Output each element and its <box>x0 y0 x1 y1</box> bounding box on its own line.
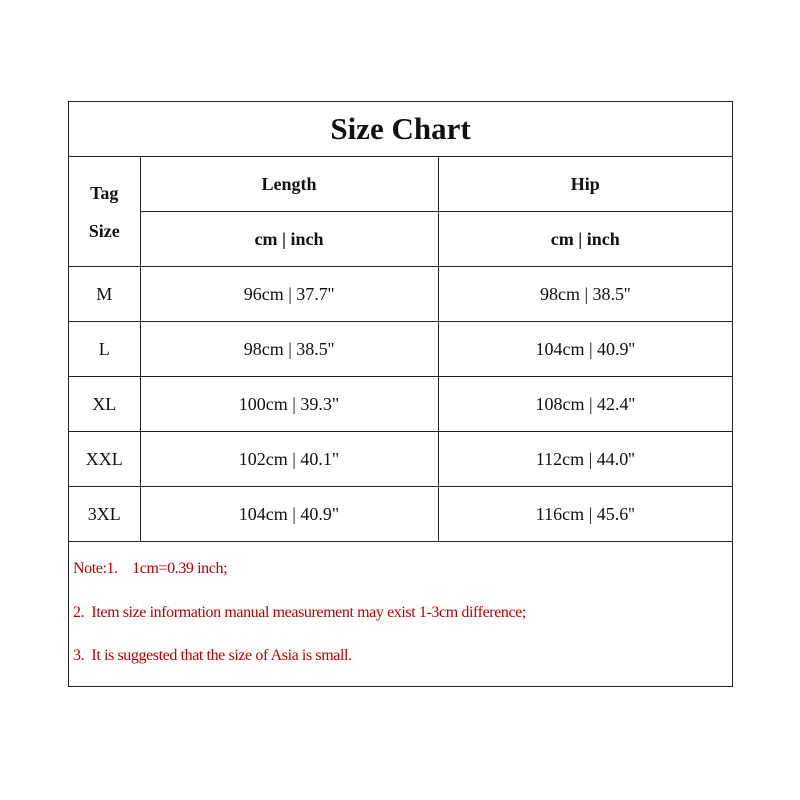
size-chart <box>68 101 733 687</box>
table-row <box>69 377 732 432</box>
size-cell: L <box>69 322 140 377</box>
hip-cell: 116cm | 45.6'' <box>438 487 732 542</box>
note-2: 2. Item size information manual measurement may exist 1-3cm difference; <box>73 603 526 621</box>
size-table <box>69 157 732 542</box>
length-unit-header: cm | inch <box>140 212 438 267</box>
hip-cell: 104cm | 40.9'' <box>438 322 732 377</box>
hip-cell: 98cm | 38.5'' <box>438 267 732 322</box>
table-row <box>69 267 732 322</box>
table-row <box>69 432 732 487</box>
header-row <box>69 157 732 212</box>
hip-cell: 112cm | 44.0'' <box>438 432 732 487</box>
notes-section <box>69 538 732 686</box>
size-cell: 3XL <box>69 487 140 542</box>
table-row <box>69 487 732 542</box>
hip-cell: 108cm | 42.4'' <box>438 377 732 432</box>
tag-label: Tag <box>90 182 119 203</box>
size-label: Size <box>88 220 120 241</box>
length-cell: 100cm | 39.3" <box>140 377 438 432</box>
length-cell: 102cm | 40.1" <box>140 432 438 487</box>
chart-title: Size Chart <box>69 102 732 157</box>
size-cell: XXL <box>69 432 140 487</box>
tag-size-header <box>69 157 140 267</box>
note-3: 3. It is suggested that the size of Asia is small. <box>73 647 352 664</box>
length-cell: 96cm | 37.7'' <box>140 267 438 322</box>
length-header: Length <box>140 157 438 212</box>
length-cell: 98cm | 38.5'' <box>140 322 438 377</box>
note-1: Note:1. 1cm=0.39 inch; <box>73 560 228 577</box>
table-row <box>69 322 732 377</box>
size-cell: XL <box>69 377 140 432</box>
hip-unit-header: cm | inch <box>438 212 732 267</box>
length-cell: 104cm | 40.9" <box>140 487 438 542</box>
hip-header: Hip <box>438 157 732 212</box>
size-cell: M <box>69 267 140 322</box>
unit-row <box>69 212 732 267</box>
